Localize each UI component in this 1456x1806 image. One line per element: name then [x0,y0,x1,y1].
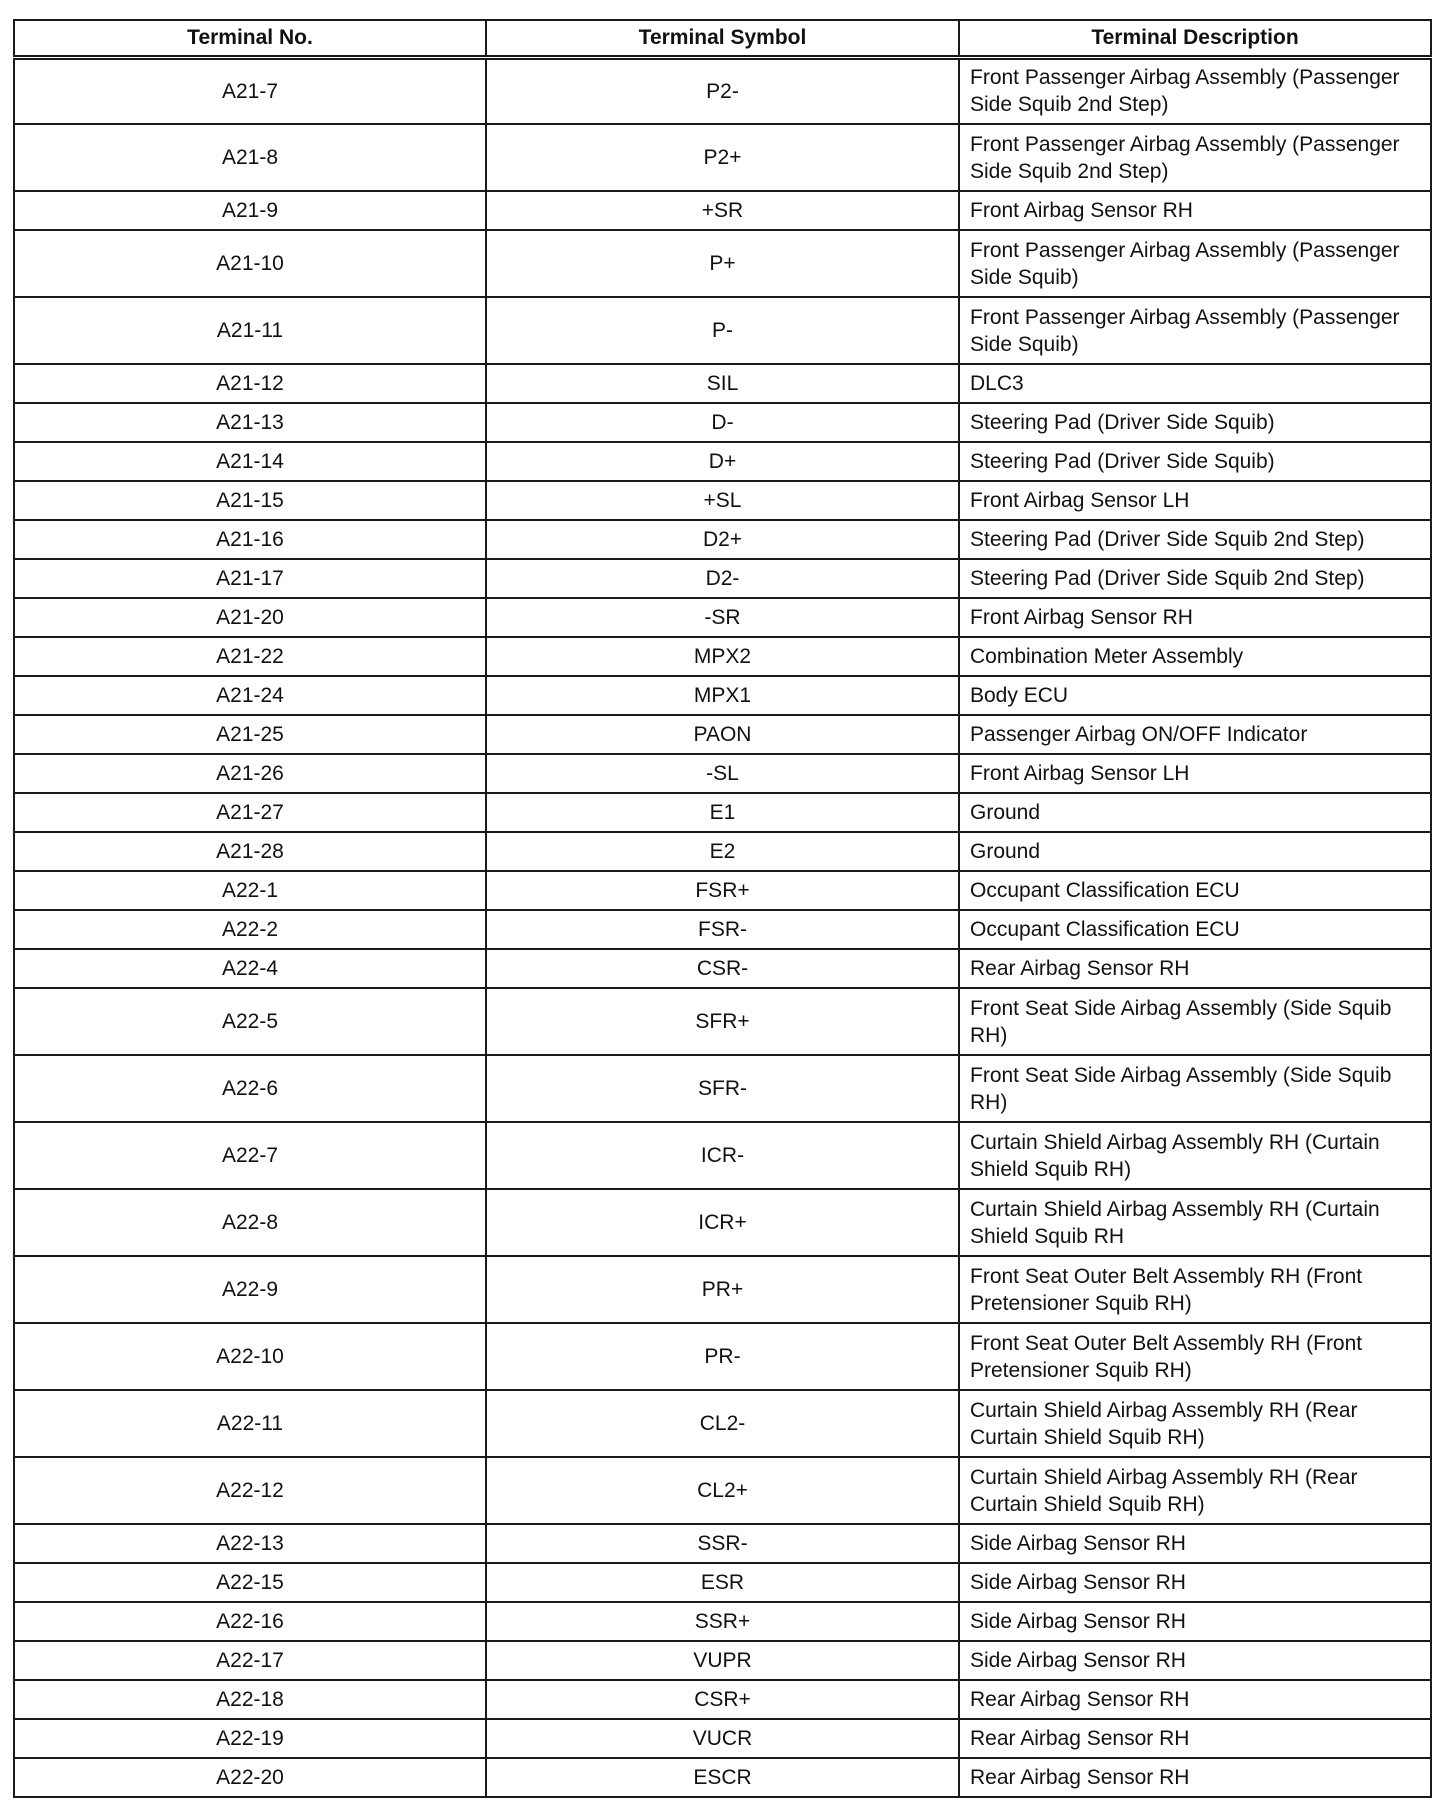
terminal-no-cell: A21-8 [14,124,486,191]
terminal-symbol-cell: ESR [486,1563,959,1602]
terminal-no-cell: A22-5 [14,988,486,1055]
terminal-symbol-cell: CL2- [486,1390,959,1457]
terminal-description-cell: Steering Pad (Driver Side Squib) [959,403,1431,442]
terminal-no-cell: A22-20 [14,1758,486,1797]
terminal-no-cell: A22-17 [14,1641,486,1680]
terminal-no-cell: A22-18 [14,1680,486,1719]
terminal-symbol-cell: CL2+ [486,1457,959,1524]
table-row [14,481,1431,520]
terminal-symbol-cell: MPX1 [486,676,959,715]
terminal-symbol-cell: -SR [486,598,959,637]
table-body [14,57,1431,1797]
terminal-symbol-cell: MPX2 [486,637,959,676]
terminal-no-cell: A21-9 [14,191,486,230]
table-row [14,1602,1431,1641]
terminal-no-cell: A22-10 [14,1323,486,1390]
table-row [14,910,1431,949]
terminal-description-cell: Passenger Airbag ON/OFF Indicator [959,715,1431,754]
terminal-symbol-cell: SIL [486,364,959,403]
terminal-description-cell: Side Airbag Sensor RH [959,1563,1431,1602]
terminal-symbol-cell: +SL [486,481,959,520]
table-row [14,1323,1431,1390]
table-row [14,871,1431,910]
terminal-no-cell: A21-10 [14,230,486,297]
terminal-symbol-cell: D- [486,403,959,442]
terminal-no-cell: A22-16 [14,1602,486,1641]
terminal-description-cell: Front Passenger Airbag Assembly (Passenger Side Squib) [959,297,1431,364]
terminal-description-cell: Occupant Classification ECU [959,871,1431,910]
terminal-no-cell: A22-19 [14,1719,486,1758]
terminal-symbol-cell: CSR- [486,949,959,988]
terminal-description-cell: Curtain Shield Airbag Assembly RH (Rear Curtain Shield Squib RH) [959,1390,1431,1457]
terminal-description-cell: Rear Airbag Sensor RH [959,1758,1431,1797]
terminal-symbol-cell: SSR- [486,1524,959,1563]
terminal-description-cell: Front Airbag Sensor LH [959,481,1431,520]
terminal-description-cell: Front Airbag Sensor RH [959,598,1431,637]
terminal-description-cell: Curtain Shield Airbag Assembly RH (Curtain Shield Squib RH) [959,1122,1431,1189]
terminal-symbol-cell: ESCR [486,1758,959,1797]
terminal-symbol-cell: PR+ [486,1256,959,1323]
table-row [14,1256,1431,1323]
terminal-description-cell: Steering Pad (Driver Side Squib 2nd Step) [959,520,1431,559]
terminal-symbol-cell: SSR+ [486,1602,959,1641]
table-row [14,57,1431,124]
terminal-description-cell: Front Airbag Sensor RH [959,191,1431,230]
terminal-description-cell: Ground [959,832,1431,871]
terminal-symbol-cell: SFR+ [486,988,959,1055]
table-row [14,124,1431,191]
terminal-no-cell: A21-22 [14,637,486,676]
table-row [14,520,1431,559]
terminal-no-cell: A21-26 [14,754,486,793]
terminal-description-cell: Curtain Shield Airbag Assembly RH (Curtain Shield Squib RH [959,1189,1431,1256]
terminal-no-cell: A22-4 [14,949,486,988]
terminal-description-cell: Combination Meter Assembly [959,637,1431,676]
terminal-description-cell: Curtain Shield Airbag Assembly RH (Rear Curtain Shield Squib RH) [959,1457,1431,1524]
table-row [14,442,1431,481]
terminal-symbol-cell: ICR- [486,1122,959,1189]
terminal-symbol-cell: PR- [486,1323,959,1390]
table-row [14,949,1431,988]
terminal-description-cell: Front Airbag Sensor LH [959,754,1431,793]
terminal-no-cell: A22-8 [14,1189,486,1256]
terminal-description-cell: Front Seat Outer Belt Assembly RH (Front Pretensioner Squib RH) [959,1256,1431,1323]
terminal-description-cell: Front Passenger Airbag Assembly (Passenger Side Squib 2nd Step) [959,124,1431,191]
terminal-description-cell: Steering Pad (Driver Side Squib) [959,442,1431,481]
terminal-symbol-cell: +SR [486,191,959,230]
terminal-symbol-cell: D2- [486,559,959,598]
terminal-description-cell: Side Airbag Sensor RH [959,1641,1431,1680]
terminal-no-cell: A22-7 [14,1122,486,1189]
terminal-no-cell: A22-11 [14,1390,486,1457]
terminal-description-cell: Front Seat Side Airbag Assembly (Side Squib RH) [959,1055,1431,1122]
table-row [14,832,1431,871]
terminal-description-cell: Front Passenger Airbag Assembly (Passenger Side Squib 2nd Step) [959,57,1431,124]
table-row [14,1524,1431,1563]
header-row [14,20,1431,57]
terminal-symbol-cell: VUCR [486,1719,959,1758]
terminal-no-cell: A22-9 [14,1256,486,1323]
terminal-description-cell: Occupant Classification ECU [959,910,1431,949]
terminal-symbol-cell: E1 [486,793,959,832]
terminal-symbol-cell: D+ [486,442,959,481]
table-row [14,1563,1431,1602]
terminal-no-cell: A22-6 [14,1055,486,1122]
terminal-description-cell: Rear Airbag Sensor RH [959,949,1431,988]
terminal-description-cell: Ground [959,793,1431,832]
header-terminal-symbol: Terminal Symbol [486,20,959,57]
terminal-no-cell: A21-28 [14,832,486,871]
table-header [14,20,1431,57]
table-row [14,598,1431,637]
table-row [14,1189,1431,1256]
terminal-symbol-cell: D2+ [486,520,959,559]
terminal-description-cell: Rear Airbag Sensor RH [959,1680,1431,1719]
table-row [14,754,1431,793]
terminal-no-cell: A21-11 [14,297,486,364]
table-row [14,364,1431,403]
terminal-symbol-cell: PAON [486,715,959,754]
table-row [14,715,1431,754]
terminal-description-cell: Body ECU [959,676,1431,715]
terminal-symbol-cell: P2+ [486,124,959,191]
header-terminal-no: Terminal No. [14,20,486,57]
terminal-no-cell: A21-16 [14,520,486,559]
terminal-no-cell: A22-15 [14,1563,486,1602]
terminal-symbol-cell: -SL [486,754,959,793]
terminal-description-cell: Front Seat Outer Belt Assembly RH (Front Pretensioner Squib RH) [959,1323,1431,1390]
terminal-symbol-cell: SFR- [486,1055,959,1122]
terminal-no-cell: A21-7 [14,57,486,124]
terminal-no-cell: A21-13 [14,403,486,442]
terminal-description-cell: DLC3 [959,364,1431,403]
table-row [14,676,1431,715]
terminal-no-cell: A22-12 [14,1457,486,1524]
table-row [14,1055,1431,1122]
terminal-no-cell: A22-13 [14,1524,486,1563]
terminal-description-cell: Front Seat Side Airbag Assembly (Side Squib RH) [959,988,1431,1055]
terminal-no-cell: A22-1 [14,871,486,910]
terminal-no-cell: A21-15 [14,481,486,520]
table-row [14,559,1431,598]
table-row [14,1457,1431,1524]
table-row [14,403,1431,442]
table-row [14,1122,1431,1189]
terminal-no-cell: A21-20 [14,598,486,637]
terminal-no-cell: A21-12 [14,364,486,403]
terminal-no-cell: A21-24 [14,676,486,715]
terminal-description-cell: Front Passenger Airbag Assembly (Passenger Side Squib) [959,230,1431,297]
table-row [14,1390,1431,1457]
table-row [14,637,1431,676]
terminal-symbol-cell: P2- [486,57,959,124]
terminal-symbol-cell: CSR+ [486,1680,959,1719]
table-row [14,230,1431,297]
terminal-no-cell: A22-2 [14,910,486,949]
terminal-description-cell: Side Airbag Sensor RH [959,1602,1431,1641]
terminal-symbol-cell: P+ [486,230,959,297]
table-row [14,191,1431,230]
table-row [14,297,1431,364]
terminal-symbol-cell: ICR+ [486,1189,959,1256]
header-terminal-description: Terminal Description [959,20,1431,57]
table-row [14,1758,1431,1797]
table-row [14,793,1431,832]
terminal-symbol-cell: P- [486,297,959,364]
terminal-symbol-cell: VUPR [486,1641,959,1680]
table-row [14,988,1431,1055]
terminal-no-cell: A21-17 [14,559,486,598]
terminal-no-cell: A21-27 [14,793,486,832]
terminal-no-cell: A21-25 [14,715,486,754]
terminal-symbol-cell: FSR- [486,910,959,949]
table-row [14,1641,1431,1680]
terminal-symbol-cell: FSR+ [486,871,959,910]
table-row [14,1719,1431,1758]
terminal-description-cell: Side Airbag Sensor RH [959,1524,1431,1563]
terminal-description-cell: Steering Pad (Driver Side Squib 2nd Step) [959,559,1431,598]
terminal-no-cell: A21-14 [14,442,486,481]
terminal-symbol-cell: E2 [486,832,959,871]
terminal-table [13,19,1432,1798]
terminal-description-cell: Rear Airbag Sensor RH [959,1719,1431,1758]
table-row [14,1680,1431,1719]
